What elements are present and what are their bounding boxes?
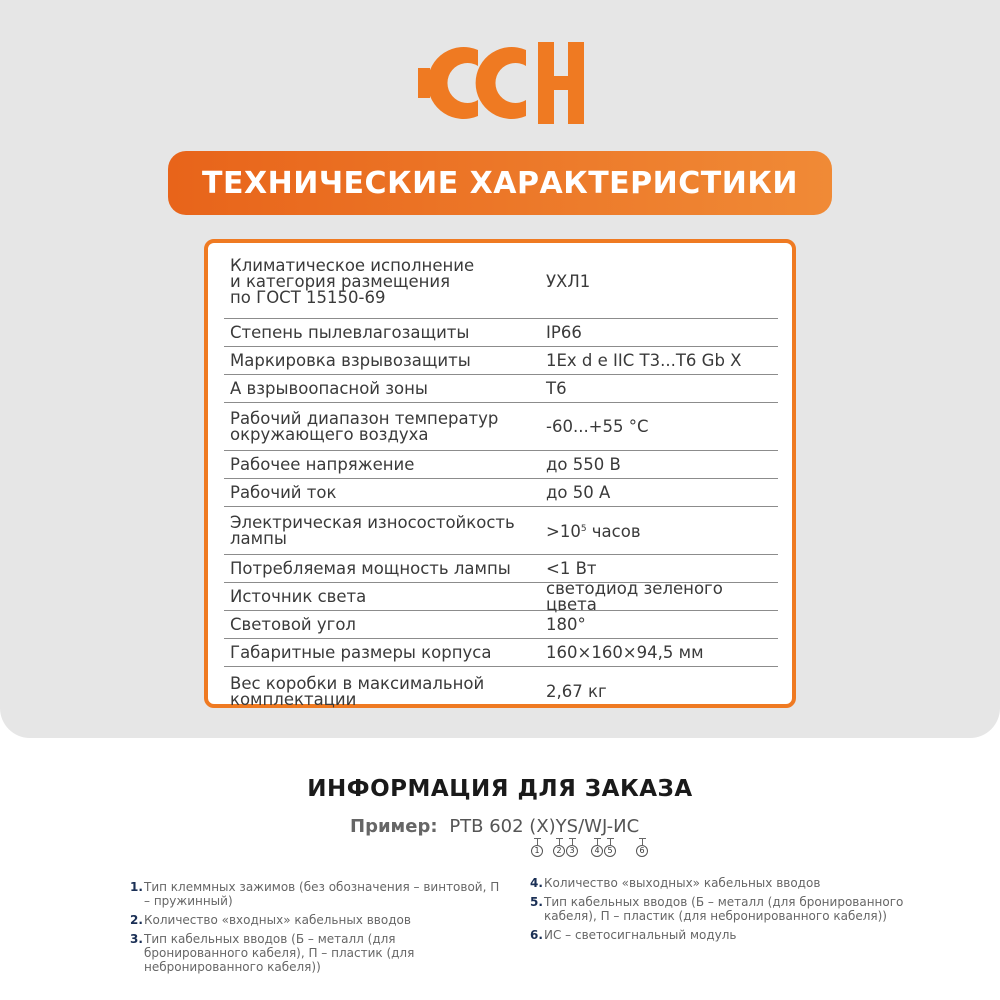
spec-row xyxy=(224,639,778,667)
spec-label xyxy=(224,676,546,708)
spec-value xyxy=(546,521,778,540)
spec-value xyxy=(546,614,778,634)
spec-label-line: комплектации xyxy=(230,690,357,709)
spec-label xyxy=(224,378,546,398)
spec-row xyxy=(224,375,778,403)
order-title: ИНФОРМАЦИЯ ДЛЯ ЗАКАЗА xyxy=(307,776,693,802)
legend-number: 3. xyxy=(130,932,143,946)
legend-left xyxy=(130,880,502,979)
spec-label-line: окружающего воздуха xyxy=(230,424,429,444)
spec-label xyxy=(224,482,546,502)
spec-label xyxy=(224,408,546,444)
spec-row xyxy=(224,667,778,717)
marker-number: 3 xyxy=(566,845,578,857)
spec-label-line: и категория размещения xyxy=(230,271,451,291)
code-marker xyxy=(553,838,565,857)
spec-label-line: лампы xyxy=(230,528,287,548)
spec-label xyxy=(224,512,546,548)
section-title-banner xyxy=(168,151,832,215)
brand-logo xyxy=(418,42,584,124)
legend-number: 1. xyxy=(130,880,143,894)
legend-text: Количество «входных» кабельных вводов xyxy=(144,913,411,927)
order-example xyxy=(350,816,639,837)
example-label: Пример: xyxy=(350,816,438,837)
spec-label-line: Световой угол xyxy=(230,614,356,634)
marker-number: 5 xyxy=(604,845,616,857)
code-marker xyxy=(604,838,616,857)
spec-value xyxy=(546,558,778,578)
spec-value-text: <1 Вт xyxy=(546,558,597,578)
code-marker xyxy=(636,838,648,857)
spec-label xyxy=(224,642,546,662)
spec-value xyxy=(546,378,778,398)
marker-number: 6 xyxy=(636,845,648,857)
spec-label-line: Рабочее напряжение xyxy=(230,454,415,474)
spec-value-exponent: 5 xyxy=(580,524,587,534)
legend-text: Тип кабельных вводов (Б – металл (для бронированного кабеля), П – пластик (для небронированного кабеля)) xyxy=(144,932,415,974)
legend-item xyxy=(130,932,502,974)
spec-label xyxy=(224,322,546,342)
spec-value-text: -60...+55 °C xyxy=(546,416,649,436)
spec-label-line: Электрическая износостойкость xyxy=(230,512,515,532)
spec-value-text: 1Ex d e IIC T3...T6 Gb X xyxy=(546,350,742,370)
spec-row xyxy=(224,578,778,614)
spec-label xyxy=(224,586,546,606)
legend-number: 2. xyxy=(130,913,143,927)
spec-label-line: Маркировка взрывозащиты xyxy=(230,350,471,370)
spec-label xyxy=(224,454,546,474)
spec-row xyxy=(224,319,778,347)
spec-value-text: 180° xyxy=(546,614,586,634)
spec-label-line: Рабочий ток xyxy=(230,482,337,502)
spec-label-line: Климатическое исполнение xyxy=(230,255,475,275)
spec-value xyxy=(546,322,778,342)
code-marker xyxy=(566,838,578,857)
legend-number: 6. xyxy=(530,928,543,942)
spec-value xyxy=(546,684,778,700)
spec-row xyxy=(224,479,778,507)
legend-text: Тип кабельных вводов (Б – металл (для бронированного кабеля), П – пластик (для небронированного кабеля)) xyxy=(544,895,904,923)
spec-value-text: до 550 В xyxy=(546,454,621,474)
legend-right xyxy=(530,876,930,947)
spec-value xyxy=(546,454,778,474)
code-marker xyxy=(531,838,543,857)
spec-label xyxy=(224,350,546,370)
spec-row xyxy=(224,507,778,555)
spec-label-line: А взрывоопасной зоны xyxy=(230,378,428,398)
spec-value-unit: часов xyxy=(586,522,641,541)
spec-value xyxy=(546,642,778,662)
legend-item xyxy=(530,895,930,923)
legend-item xyxy=(530,876,930,890)
legend-text: ИС – светосигнальный модуль xyxy=(544,928,737,942)
code-marker xyxy=(591,838,603,857)
spec-row xyxy=(224,403,778,451)
spec-value-text: светодиод зеленого цвета xyxy=(546,578,723,614)
legend-number: 5. xyxy=(530,895,543,909)
spec-value xyxy=(546,578,778,614)
spec-value-text: 2,67 кг xyxy=(546,682,607,701)
marker-number: 4 xyxy=(591,845,603,857)
legend-item xyxy=(530,928,930,942)
spec-value xyxy=(546,350,778,370)
spec-label xyxy=(224,558,546,578)
spec-value xyxy=(546,482,778,502)
spec-value-text: до 50 А xyxy=(546,482,611,502)
spec-label-line: Степень пылевлагозащиты xyxy=(230,322,470,342)
spec-row xyxy=(224,611,778,639)
example-code: PTB 602 (X)YS/WJ-ИС xyxy=(449,816,640,837)
spec-label-line: Источник света xyxy=(230,586,367,606)
spec-value-text: IP66 xyxy=(546,322,582,342)
spec-value-text: T6 xyxy=(546,378,567,398)
legend-number: 4. xyxy=(530,876,543,890)
spec-label-line: Габаритные размеры корпуса xyxy=(230,642,492,662)
marker-number: 2 xyxy=(553,845,565,857)
spec-table xyxy=(204,239,796,708)
spec-value xyxy=(546,416,778,436)
spec-value xyxy=(546,271,778,291)
legend-item xyxy=(130,880,502,908)
spec-row xyxy=(224,245,778,319)
spec-label xyxy=(224,255,546,307)
spec-label xyxy=(224,614,546,634)
legend-text: Тип клеммных зажимов (без обозначения – винтовой, П – пружинный) xyxy=(144,880,500,908)
spec-label-line: по ГОСТ 15150-69 xyxy=(230,287,386,307)
spec-label-line: Рабочий диапазон температур xyxy=(230,408,499,428)
section-title: ТЕХНИЧЕСКИЕ ХАРАКТЕРИСТИКИ xyxy=(202,165,798,201)
legend-item xyxy=(130,913,502,927)
legend-text: Количество «выходных» кабельных вводов xyxy=(544,876,821,890)
spec-value-text: УХЛ1 xyxy=(546,271,591,291)
marker-number: 1 xyxy=(531,845,543,857)
spec-value-text: >10 xyxy=(546,522,581,541)
spec-label-line: Потребляемая мощность лампы xyxy=(230,558,511,578)
spec-row xyxy=(224,451,778,479)
spec-value-text: 160×160×94,5 мм xyxy=(546,642,704,662)
spec-label-line: Вес коробки в максимальной xyxy=(230,674,485,693)
spec-row xyxy=(224,347,778,375)
